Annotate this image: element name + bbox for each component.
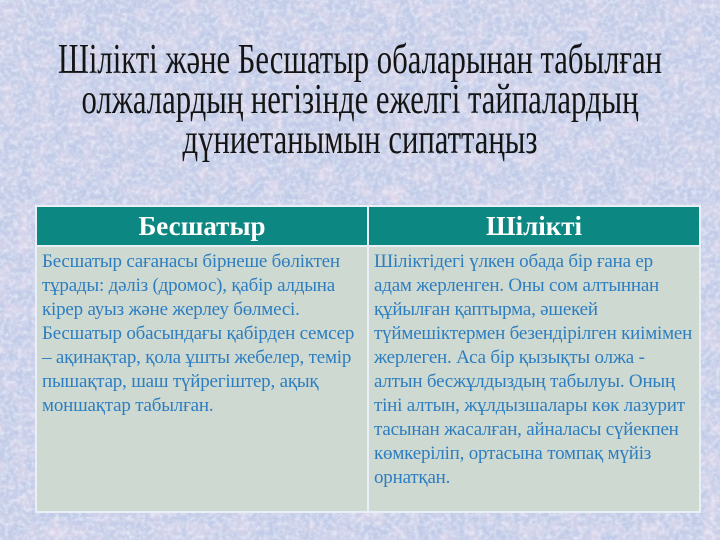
comparison-table-header (36, 206, 700, 246)
comparison-table (35, 205, 701, 513)
header-row (36, 206, 700, 246)
cell-besshatyr-description: Бесшатыр сағанасы бірнеше бөліктен тұрады: дәліз (дромос), қабір алдына кірер ауыз және жерлеу бөлмесі. Бесшатыр обасындағы қабірден семсер – ақинақтар, қола ұшты жебелер, темір пышақтар, шаш түйрегіштер, ақық моншақтар табылған. (36, 246, 368, 512)
column-header-shilikti: Шілікті (368, 206, 700, 246)
cell-shilikti-description: Шіліктідегі үлкен обада бір ғана ер адам жерленген. Оны сом алтыннан құйылған қаптырма, әшекей түймешіктермен безендірілген киімімен жерлеген. Аса бір қызықты олжа - алтын бесжұлдыздың табылуы. Оның тіні алтын, жұлдызшалары көк лазурит тасынан жасалған, айналасы сүйекпен көмкеріліп, ортасына томпақ мүйіз орнатқан. (368, 246, 700, 512)
slide-title (0, 37, 720, 163)
comparison-table-body (36, 246, 700, 512)
table-row (36, 246, 700, 512)
slide-title-line-1: Шілікті және Бесшатыр обаларынан табылған (57, 37, 663, 83)
slide-title-line-2: олжалардың негізінде ежелгі тайпалардың (81, 77, 639, 123)
column-header-besshatyr: Бесшатыр (36, 206, 368, 246)
slide-title-line-3: дүниетанымын сипаттаңыз (182, 117, 538, 163)
